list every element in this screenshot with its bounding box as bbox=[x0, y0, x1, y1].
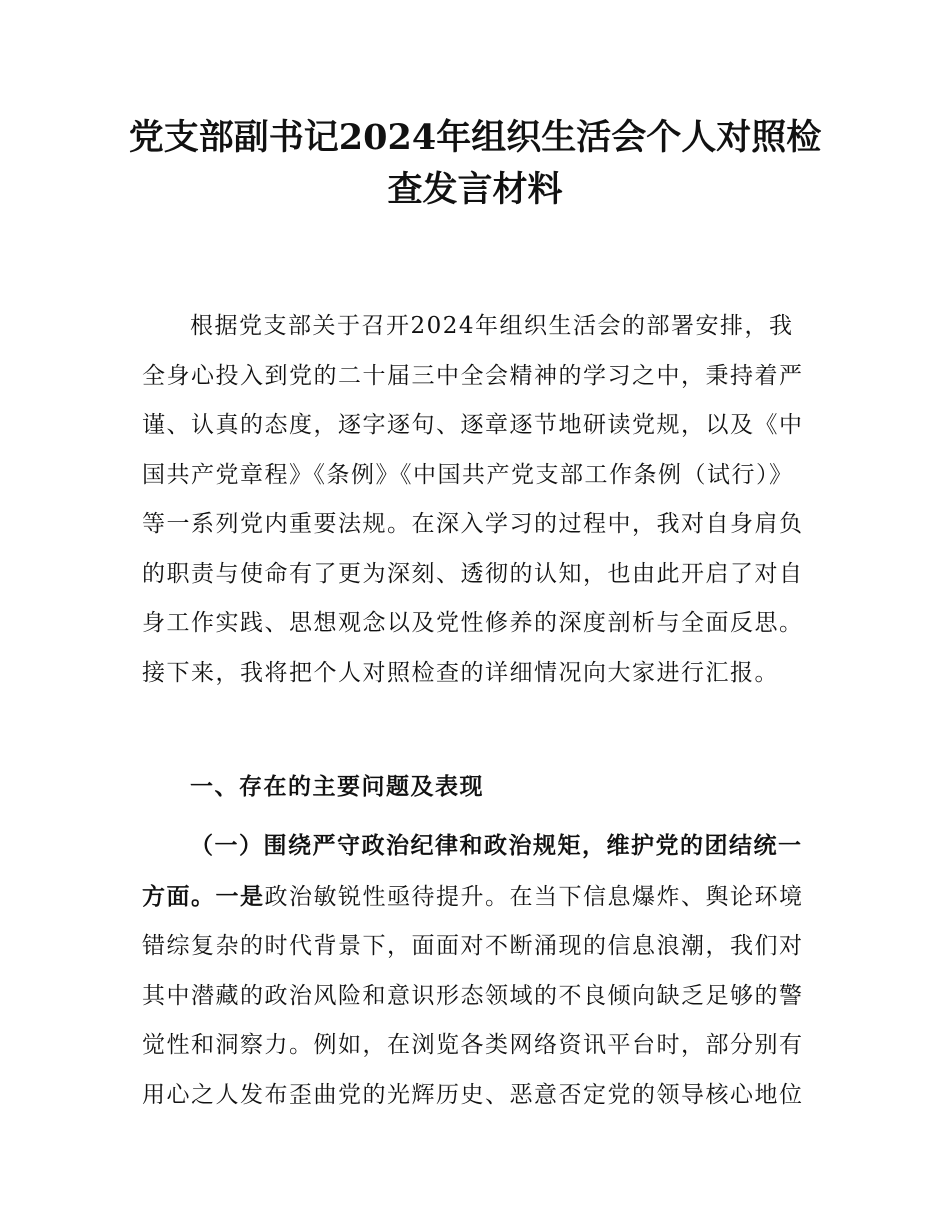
point-label: 一是 bbox=[215, 882, 265, 910]
subsection-paragraph bbox=[142, 821, 810, 1120]
intro-paragraph: 根据党支部关于召开2024年组织生活会的部署安排，我全身心投入到党的二十届三中全会精神的学习之中，秉持着严谨、认真的态度，逐字逐句、逐章逐节地研读党规，以及《中国共产党章程》《条例》《中国共产党支部工作条例（试行）》等一系列党内重要法规。在深入学习的过程中，我对自身肩负的职责与使命有了更为深刻、透彻的认知，也由此开启了对自身工作实践、思想观念以及党性修养的深度剖析与全面反思。接下来，我将把个人对照检查的详细情况向大家进行汇报。 bbox=[142, 313, 804, 686]
point-text: 政治敏锐性亟待提升。在当下信息爆炸、舆论环境错综复杂的时代背景下，面面对不断涌现的信息浪潮，我们对其中潜藏的政治风险和意识形态领域的不良倾向缺乏足够的警觉性和洞察力。例如，在浏览各类网络资讯平台时，部分别有用心之人发布歪曲党的光辉历史、恶意否定党的领导核心地位 bbox=[142, 883, 804, 1108]
section-heading: 一、存在的主要问题及表现 bbox=[190, 773, 484, 800]
document-title: 党支部副书记2024年组织生活会个人对照检查发言材料 bbox=[128, 117, 822, 210]
subsection-heading: （一）围绕严守政治纪律和政治规矩，维护党的团结统一方面。 bbox=[142, 832, 803, 910]
